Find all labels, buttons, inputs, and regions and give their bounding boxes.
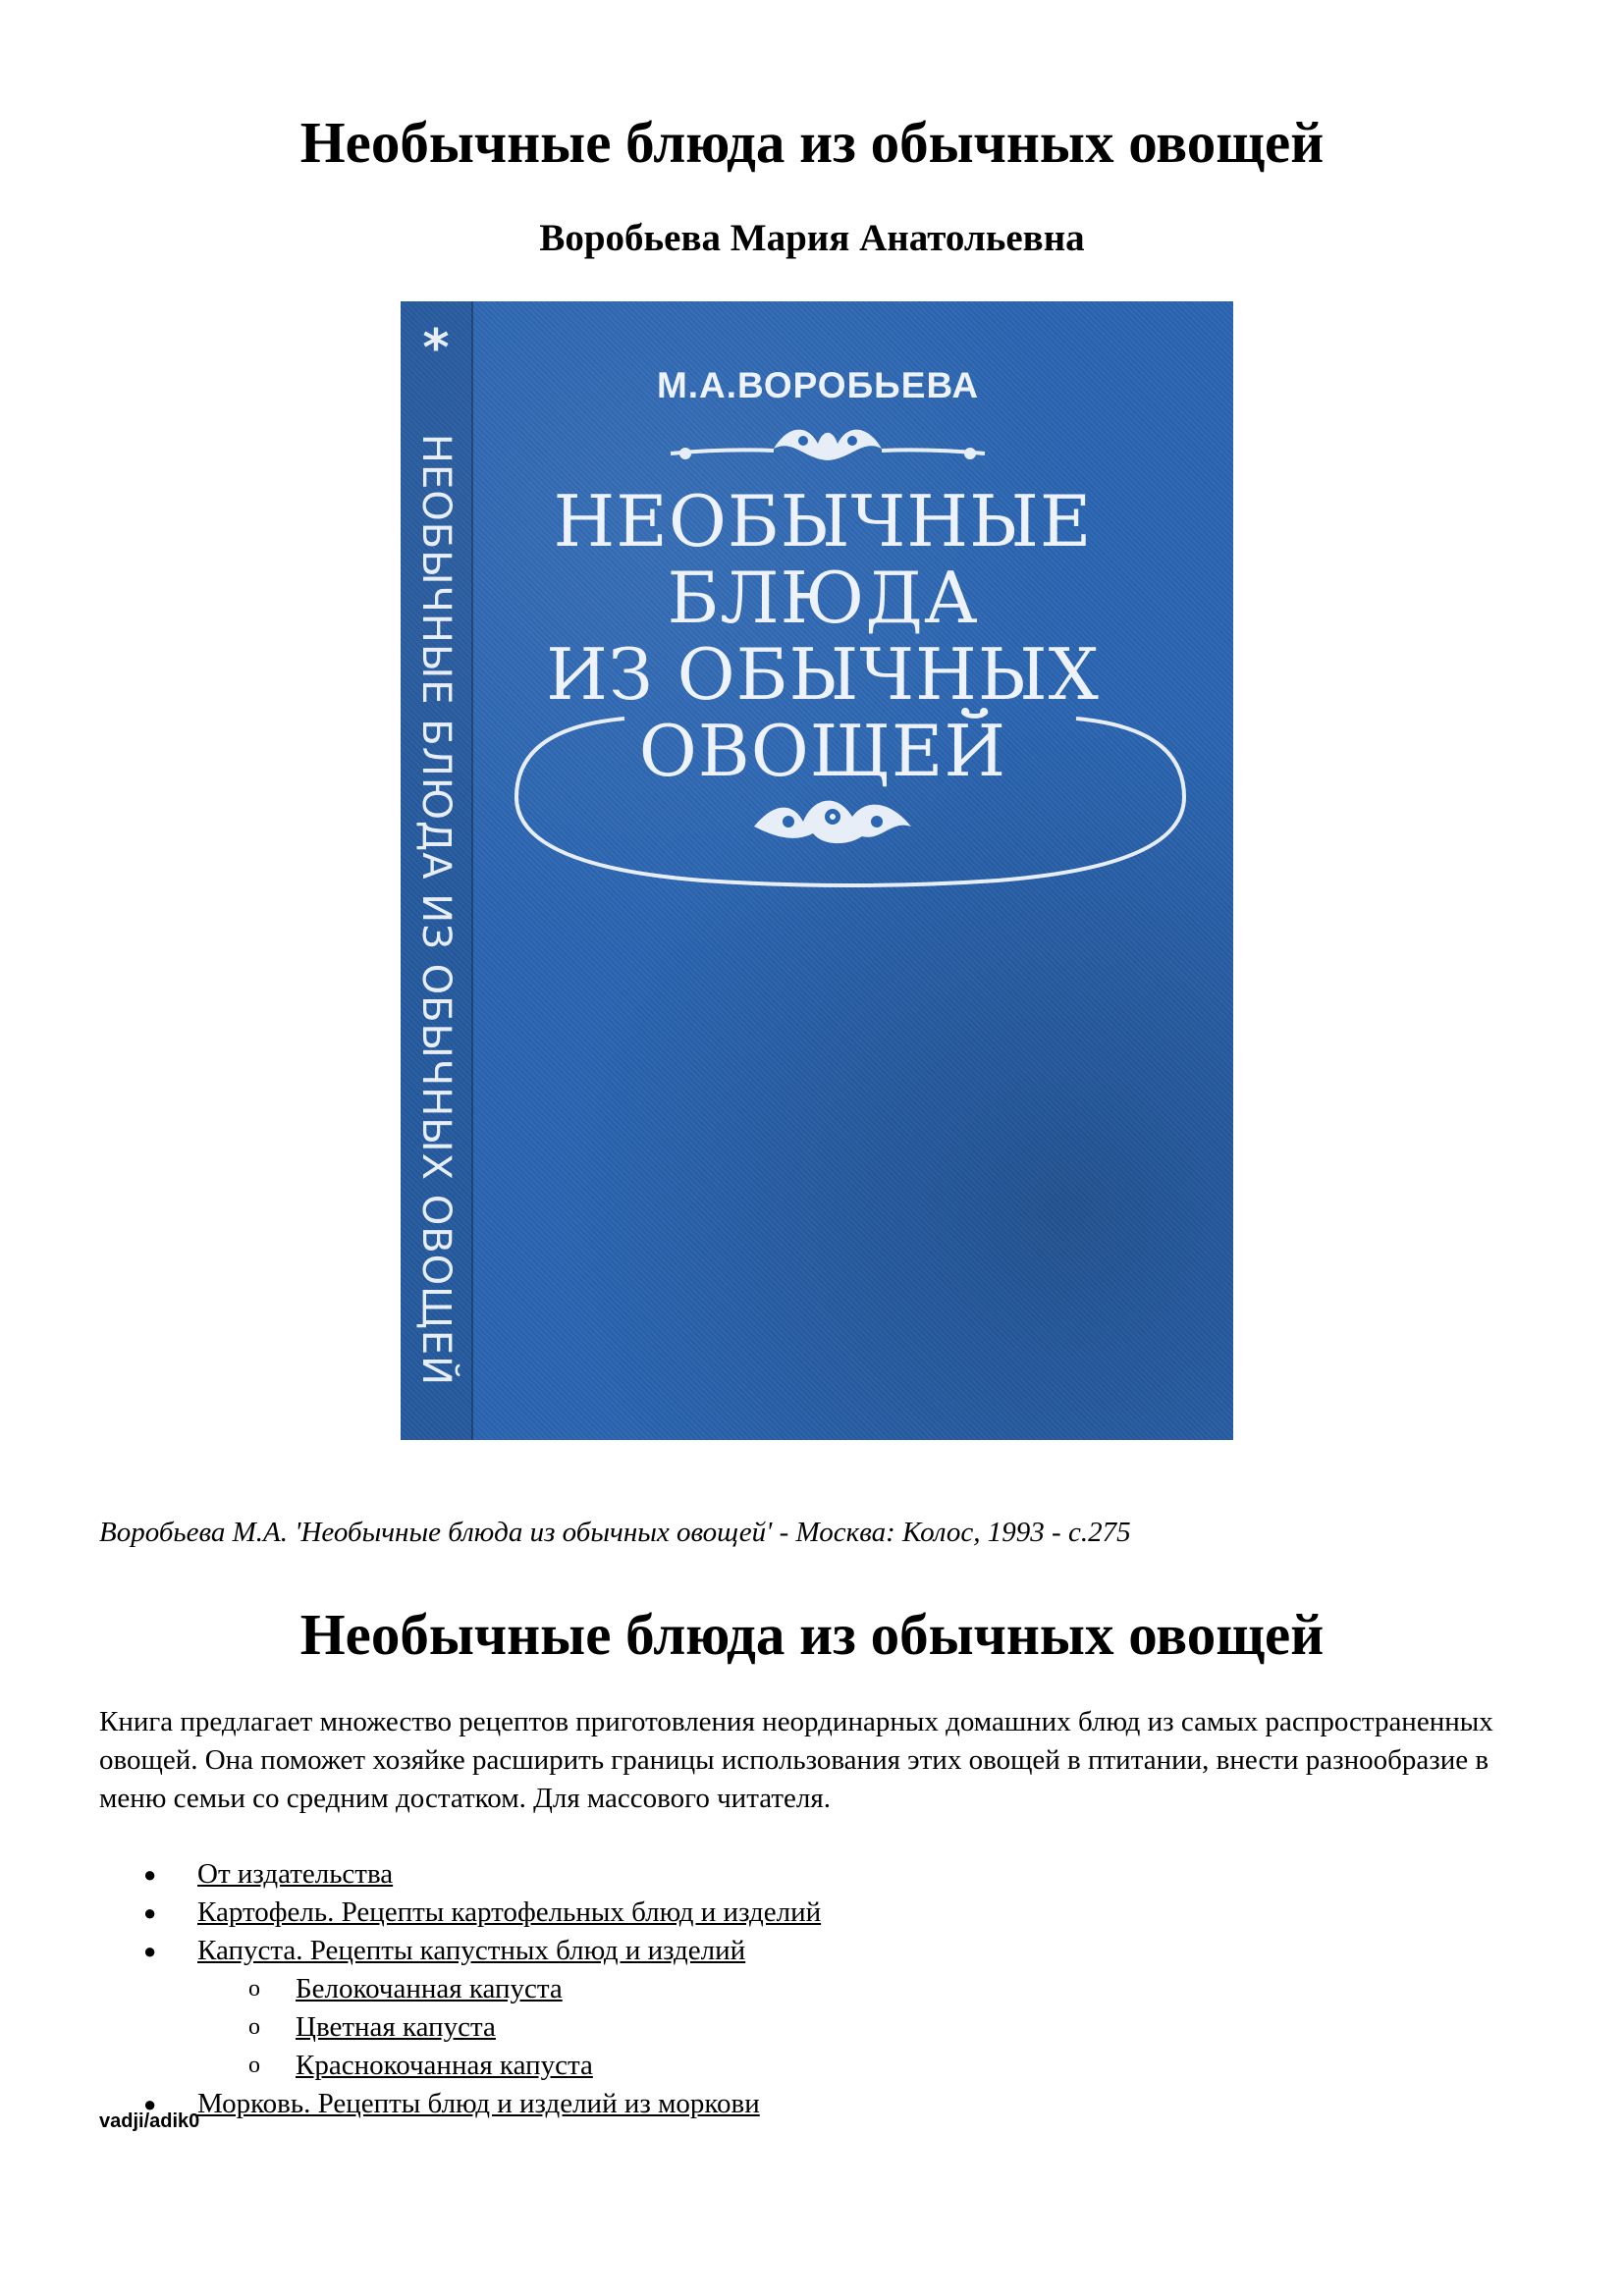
- toc-link-potato[interactable]: Картофель. Рецепты картофельных блюд и изделий: [197, 1896, 822, 1928]
- bullet-icon: ●: [143, 1939, 157, 1963]
- cover-title-line: ОВОЩЕЙ: [638, 710, 1007, 792]
- toc-subitem: [99, 1970, 821, 2008]
- bullet-icon: ●: [143, 1862, 157, 1887]
- book-description: Книга предлагает множество рецептов приготовления неординарных домашних блюд из самых распространенных овощей. Она поможет хозяйке расширить границы использования этих овощей в птитании, внести разнообразие в меню семьи со средним достатком. Для массового читателя.: [99, 1706, 1493, 1814]
- circle-bullet-icon: o: [248, 2053, 260, 2078]
- cover-title-line: ИЗ ОБЫЧНЫХ: [546, 633, 1100, 716]
- circle-bullet-icon: o: [248, 2014, 260, 2040]
- table-of-contents: [99, 1855, 821, 2123]
- toc-link-cauliflower[interactable]: Цветная капуста: [296, 2011, 496, 2043]
- toc-link-white-cabbage[interactable]: Белокочанная капуста: [296, 1973, 563, 2004]
- toc-subitem: [99, 2008, 821, 2047]
- toc-link-red-cabbage[interactable]: Краснокочанная капуста: [296, 2050, 593, 2081]
- section-title: Необычные блюда из обычных овощей: [299, 1602, 1325, 1667]
- book-cover-image: [401, 301, 1233, 1440]
- toc-item: [99, 1894, 821, 1932]
- bullet-icon: ●: [143, 1900, 157, 1925]
- spine-star-icon: *: [422, 319, 450, 378]
- circle-bullet-icon: o: [248, 1976, 260, 2002]
- cover-author: М.А.ВОРОБЬЕВА: [656, 365, 980, 405]
- footer-credit: vadji/adik0: [99, 2110, 200, 2132]
- bullet-icon: ●: [143, 2092, 157, 2116]
- toc-subitem: [99, 2047, 821, 2085]
- book-citation: Воробьева М.А. 'Необычные блюда из обычных овощей' - Москва: Колос, 1993 - с.275: [99, 1517, 1131, 1548]
- toc-item: [99, 2085, 821, 2123]
- ornament-bottom-icon: [744, 782, 921, 851]
- toc-item: [99, 1932, 821, 1970]
- toc-item: [99, 1855, 821, 1894]
- ornament-top-icon: [666, 419, 990, 468]
- toc-link-carrot[interactable]: Морковь. Рецепты блюд и изделий из моркови: [197, 2088, 760, 2119]
- cover-title-line: БЛЮДА: [667, 557, 979, 639]
- spine-title: НЕОБЫЧНЫЕ БЛЮДА ИЗ ОБЫЧНЫХ ОВОЩЕЙ: [413, 433, 459, 1387]
- book-spine: [401, 301, 473, 1440]
- cover-title-line: НЕОБЫЧНЫЕ: [553, 480, 1093, 562]
- book-author: Воробьева Мария Анатольевна: [539, 217, 1085, 259]
- toc-link-cabbage[interactable]: Капуста. Рецепты капустных блюд и изделий: [197, 1935, 746, 1966]
- page-title: Необычные блюда из обычных овощей: [299, 110, 1325, 175]
- toc-link-from-publisher[interactable]: От издательства: [197, 1858, 394, 1890]
